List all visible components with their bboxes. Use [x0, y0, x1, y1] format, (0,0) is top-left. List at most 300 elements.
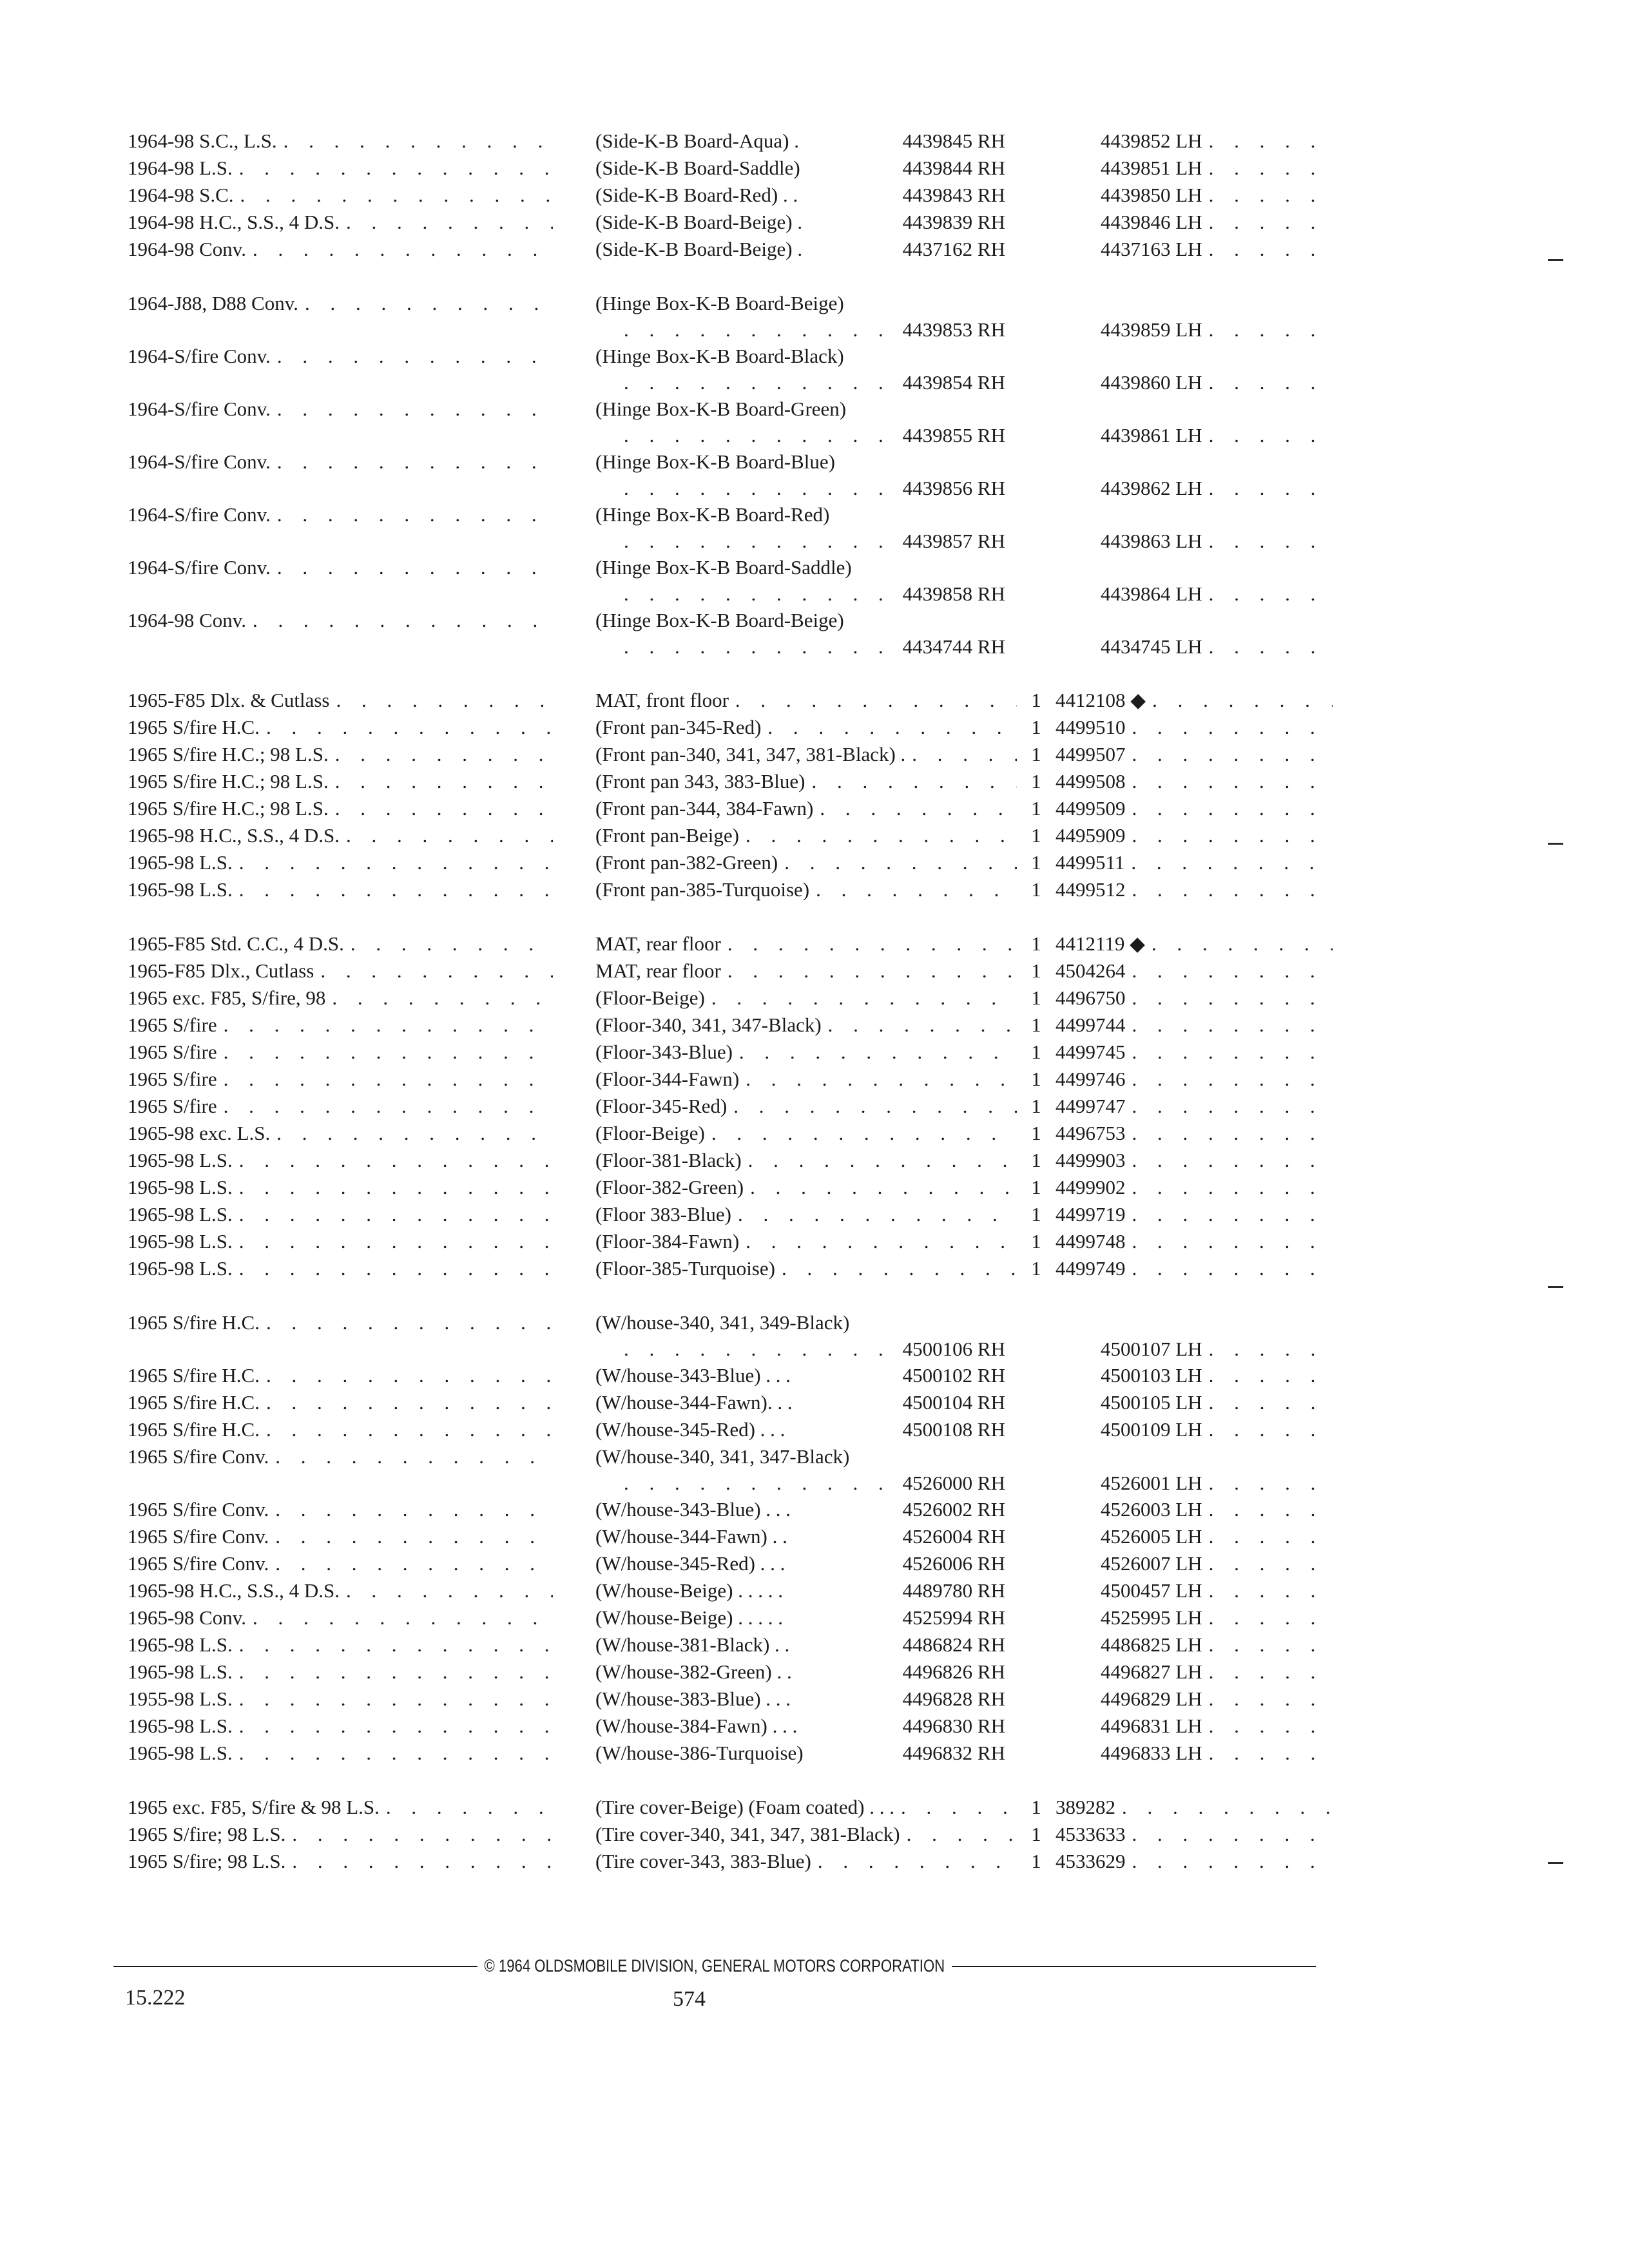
model-cell [128, 343, 572, 370]
parts-row [128, 930, 1333, 957]
lh-cell [1055, 1577, 1333, 1604]
model-cell [128, 1686, 572, 1713]
model-text: 1965-98 Conv. [128, 1606, 246, 1629]
lh-cell [1055, 155, 1333, 182]
parts-row [128, 1658, 1333, 1686]
parts-row [128, 236, 1333, 263]
quantity-cell [1017, 714, 1055, 741]
part-number-cell [1055, 1821, 1333, 1848]
description-text: (Side-K-B Board-Saddle) [595, 157, 800, 179]
description-cell [572, 396, 1017, 423]
quantity-cell [1017, 849, 1055, 876]
page-number: 574 [673, 1987, 706, 2011]
rh-part-number: 4496826 RH [902, 1660, 1005, 1683]
parts-row [128, 822, 1333, 849]
lh-dot-leader [1209, 128, 1333, 155]
lh-dot-leader [1209, 1550, 1333, 1577]
rh-part-number: 4496828 RH [902, 1687, 1005, 1710]
part-dot-leader [1132, 1255, 1333, 1282]
model-text: 1964-98 Conv. [128, 238, 246, 260]
lh-dot-leader [1209, 1740, 1333, 1767]
part-dot-leader [1132, 1039, 1333, 1066]
model-text: 1965 S/fire [128, 1095, 217, 1117]
quantity-cell [1017, 687, 1055, 714]
model-cell [128, 822, 572, 849]
description-text: (Floor-345-Red) [595, 1095, 728, 1117]
description-cell [572, 1309, 1017, 1336]
lh-part-number: 4525995 LH [1101, 1606, 1202, 1629]
description-text: (Side-K-B Board-Red) . . [595, 184, 798, 206]
rh-part-number: 4439843 RH [902, 184, 1005, 206]
lh-dot-leader [1209, 1389, 1333, 1416]
lh-dot-leader [1209, 1713, 1333, 1740]
description-cell [572, 1470, 1017, 1496]
lh-part-number: 4439851 LH [1101, 157, 1202, 179]
part-dot-leader [1132, 957, 1333, 985]
lh-part-number: 4500107 LH [1101, 1338, 1202, 1360]
model-cell [128, 1389, 572, 1416]
lh-dot-leader [1209, 1362, 1333, 1389]
lh-part-number: 4526007 LH [1101, 1552, 1202, 1575]
quantity-cell [1017, 957, 1055, 985]
description-cell [572, 1740, 1017, 1767]
description-cell [572, 317, 1017, 343]
part-number-cell [1055, 795, 1333, 822]
description-dot-leader [901, 1794, 1017, 1821]
page-section-id: 15.222 [125, 1986, 186, 2010]
continuation-row [128, 370, 1333, 396]
model-dot-leader [275, 1550, 553, 1577]
quantity-text: 1 [1031, 1230, 1041, 1253]
model-text: 1965 S/fire; 98 L.S. [128, 1850, 286, 1872]
description-text: (W/house-345-Red) . . . [595, 1552, 786, 1575]
part-number: 4533633 [1055, 1823, 1126, 1845]
description-cell [572, 1336, 1017, 1362]
parts-row [128, 849, 1333, 876]
description-cell [572, 1174, 1017, 1201]
rh-part-number: 4496830 RH [902, 1715, 1005, 1737]
model-text: 1965 S/fire H.C. [128, 716, 260, 738]
part-number-cell [1055, 849, 1333, 876]
description-dot-leader [767, 714, 1017, 741]
continuation-row [128, 634, 1333, 660]
quantity-cell [1017, 1821, 1055, 1848]
lh-cell [1055, 1550, 1333, 1577]
model-dot-leader [275, 1523, 553, 1550]
model-dot-leader [336, 687, 553, 714]
lh-part-number: 4500457 LH [1101, 1579, 1202, 1602]
model-text: 1965-98 L.S. [128, 1149, 233, 1171]
quantity-text: 1 [1031, 1068, 1041, 1090]
rh-part-number: 4437162 RH [902, 238, 1005, 260]
parts-row [128, 1039, 1333, 1066]
parts-row [128, 1577, 1333, 1604]
lh-dot-leader [1209, 317, 1333, 343]
scan-margin-mark [1548, 1862, 1563, 1864]
parts-row [128, 1443, 1333, 1470]
part-number: 4499746 [1055, 1068, 1126, 1090]
description-dot-leader [912, 741, 1017, 768]
model-dot-leader [253, 1604, 553, 1631]
parts-row [128, 1740, 1333, 1767]
description-dot-leader [750, 1174, 1017, 1201]
description-text: (Floor-340, 341, 347-Black) [595, 1014, 822, 1036]
description-cell [572, 370, 1017, 396]
parts-row [128, 1631, 1333, 1658]
model-cell [128, 448, 572, 476]
scan-margin-mark [1548, 1286, 1563, 1288]
parts-row [128, 1523, 1333, 1550]
parts-group [128, 687, 1333, 903]
model-cell [128, 876, 572, 903]
part-number: 4533629 [1055, 1850, 1126, 1872]
part-dot-leader [1132, 768, 1333, 795]
model-cell [128, 849, 572, 876]
parts-row [128, 1201, 1333, 1228]
description-cell [572, 501, 1017, 528]
model-dot-leader [266, 714, 553, 741]
lh-dot-leader [1209, 182, 1333, 209]
description-text: (Tire cover-Beige) (Foam coated) . . . [595, 1796, 894, 1818]
part-number: 4499507 [1055, 743, 1126, 765]
part-number: 4499745 [1055, 1041, 1126, 1063]
model-dot-leader [335, 741, 553, 768]
description-text: MAT, rear floor [595, 932, 721, 955]
lh-part-number: 4526003 LH [1101, 1498, 1202, 1521]
quantity-text: 1 [1031, 1149, 1041, 1171]
rh-part-number: 4434744 RH [902, 635, 1005, 658]
model-dot-leader [266, 1416, 553, 1443]
quantity-text: 1 [1031, 797, 1041, 820]
model-dot-leader [386, 1794, 553, 1821]
model-cell [128, 1523, 572, 1550]
parts-row [128, 985, 1333, 1012]
description-text: (Front pan-385-Turquoise) [595, 878, 810, 901]
parts-group [128, 290, 1333, 660]
part-dot-leader [1132, 1821, 1333, 1848]
quantity-cell [1017, 1012, 1055, 1039]
part-number-cell [1055, 1147, 1333, 1174]
lh-cell [1055, 1523, 1333, 1550]
model-cell [128, 501, 572, 528]
rh-part-number: 4500102 RH [902, 1364, 1005, 1387]
description-cell [572, 1496, 1017, 1523]
description-cell [572, 876, 1017, 903]
lh-cell [1055, 1470, 1333, 1496]
description-cell [572, 182, 1017, 209]
lh-part-number: 4496831 LH [1101, 1715, 1202, 1737]
model-dot-leader [224, 1093, 553, 1120]
footer-copyright-line [113, 1956, 1316, 1976]
rh-part-number: 4439854 RH [902, 371, 1005, 394]
quantity-text: 1 [1031, 824, 1041, 847]
model-dot-leader [239, 155, 553, 182]
part-number: 4412119 ◆ [1055, 932, 1145, 955]
lh-part-number: 4439860 LH [1101, 371, 1202, 394]
parts-row [128, 501, 1333, 528]
model-text: 1965 S/fire [128, 1014, 217, 1036]
rh-part-number: 4439839 RH [902, 211, 1005, 233]
part-number-cell [1055, 768, 1333, 795]
model-cell [128, 155, 572, 182]
model-dot-leader [239, 1713, 553, 1740]
lh-cell [1055, 1631, 1333, 1658]
parts-group [128, 1309, 1333, 1767]
model-text: 1965-98 L.S. [128, 1633, 233, 1656]
parts-row [128, 448, 1333, 476]
part-number-cell [1055, 1848, 1333, 1875]
model-dot-leader [239, 1255, 553, 1282]
model-dot-leader [276, 1120, 553, 1147]
description-text: (Floor-385-Turquoise) [595, 1257, 775, 1280]
lh-dot-leader [1209, 1658, 1333, 1686]
model-text: 1965-98 L.S. [128, 851, 233, 874]
quantity-text: 1 [1031, 1041, 1041, 1063]
parts-row [128, 155, 1333, 182]
description-cell [572, 1066, 1017, 1093]
model-cell [128, 396, 572, 423]
part-number: 4499749 [1055, 1257, 1126, 1280]
model-cell [128, 930, 572, 957]
model-dot-leader [224, 1039, 553, 1066]
scan-margin-mark [1548, 843, 1563, 845]
model-cell [128, 768, 572, 795]
model-cell [128, 1228, 572, 1255]
model-dot-leader [320, 957, 553, 985]
part-dot-leader [1132, 1120, 1333, 1147]
parts-row [128, 396, 1333, 423]
continuation-row [128, 581, 1333, 607]
model-text: 1965-98 L.S. [128, 1230, 233, 1253]
lh-part-number: 4439862 LH [1101, 477, 1202, 499]
part-number: 4496753 [1055, 1122, 1126, 1144]
description-dot-leader [748, 1147, 1017, 1174]
description-dot-leader [711, 1120, 1017, 1147]
model-text: 1965 S/fire Conv. [128, 1525, 269, 1548]
continuation-row [128, 423, 1333, 448]
model-dot-leader [239, 1658, 553, 1686]
description-text: (W/house-343-Blue) . . . [595, 1498, 791, 1521]
description-cell [572, 1147, 1017, 1174]
part-number: 4499508 [1055, 770, 1126, 793]
model-dot-leader [239, 1740, 553, 1767]
description-cell [572, 930, 1017, 957]
model-text: 1964-S/fire Conv. [128, 345, 271, 367]
description-text: (Side-K-B Board-Aqua) . [595, 130, 799, 152]
model-text: 1964-S/fire Conv. [128, 398, 271, 420]
quantity-cell [1017, 1147, 1055, 1174]
parts-row [128, 554, 1333, 581]
description-cell [572, 209, 1017, 236]
lh-cell [1055, 236, 1333, 263]
description-text: (Hinge Box-K-B Board-Green) [595, 398, 847, 420]
description-text: (W/house-386-Turquoise) [595, 1742, 804, 1764]
part-number-cell [1055, 1228, 1333, 1255]
model-dot-leader [277, 396, 553, 423]
lh-cell [1055, 1686, 1333, 1713]
description-cell [572, 476, 1017, 501]
part-dot-leader [1132, 1174, 1333, 1201]
description-text: (Floor-Beige) [595, 1122, 705, 1144]
footer-rule-right [952, 1966, 1316, 1967]
lh-part-number: 4486825 LH [1101, 1633, 1202, 1656]
description-cell [572, 128, 1017, 155]
model-cell [128, 1821, 572, 1848]
part-number-cell [1055, 930, 1333, 957]
description-cell [572, 768, 1017, 795]
model-dot-leader [239, 1228, 553, 1255]
rh-part-number: 4496832 RH [902, 1742, 1005, 1764]
parts-row [128, 957, 1333, 985]
description-text: (Hinge Box-K-B Board-Red) [595, 503, 830, 526]
description-cell [572, 1794, 1017, 1821]
lh-part-number: 4439852 LH [1101, 130, 1202, 152]
lh-part-number: 4439864 LH [1101, 582, 1202, 605]
model-cell [128, 687, 572, 714]
parts-row [128, 768, 1333, 795]
parts-row [128, 1604, 1333, 1631]
model-cell [128, 209, 572, 236]
lh-part-number: 4496829 LH [1101, 1687, 1202, 1710]
parts-row [128, 290, 1333, 317]
quantity-text: 1 [1031, 743, 1041, 765]
description-cell [572, 1120, 1017, 1147]
parts-row [128, 1093, 1333, 1120]
scan-margin-mark [1548, 259, 1563, 261]
model-cell [128, 1604, 572, 1631]
model-text: 1965-F85 Dlx. & Cutlass [128, 689, 330, 711]
rh-part-number: 4439858 RH [902, 582, 1005, 605]
part-number-cell [1055, 1093, 1333, 1120]
lh-cell [1055, 581, 1333, 607]
parts-row [128, 876, 1333, 903]
lh-part-number: 4500103 LH [1101, 1364, 1202, 1387]
description-text: (W/house-384-Fawn) . . . [595, 1715, 798, 1737]
model-text: 1965 S/fire H.C. [128, 1311, 260, 1334]
model-dot-leader [266, 1362, 553, 1389]
part-dot-leader [1131, 849, 1333, 876]
description-cell [572, 343, 1017, 370]
quantity-text: 1 [1031, 1823, 1041, 1845]
description-cell [572, 1201, 1017, 1228]
description-cell [572, 1577, 1017, 1604]
description-dot-leader [624, 634, 903, 660]
lh-cell [1055, 1713, 1333, 1740]
description-dot-leader [820, 795, 1017, 822]
description-dot-leader [816, 876, 1017, 903]
description-cell [572, 607, 1017, 634]
parts-group [128, 930, 1333, 1282]
model-cell [128, 236, 572, 263]
model-cell [128, 1066, 572, 1093]
part-number: 4499903 [1055, 1149, 1126, 1171]
part-dot-leader [1132, 822, 1333, 849]
parts-row [128, 1309, 1333, 1336]
part-dot-leader [1152, 930, 1333, 957]
parts-row [128, 343, 1333, 370]
parts-group [128, 128, 1333, 263]
parts-row [128, 1794, 1333, 1821]
lh-dot-leader [1209, 236, 1333, 263]
description-text: (Hinge Box-K-B Board-Beige) [595, 292, 844, 314]
description-cell [572, 849, 1017, 876]
quantity-cell [1017, 1255, 1055, 1282]
description-dot-leader [624, 1336, 903, 1362]
continuation-row [128, 317, 1333, 343]
description-text: (Floor-344-Fawn) [595, 1068, 740, 1090]
model-cell [128, 1631, 572, 1658]
description-text: (Floor 383-Blue) [595, 1203, 731, 1225]
parts-row [128, 1147, 1333, 1174]
lh-cell [1055, 370, 1333, 396]
parts-row [128, 128, 1333, 155]
description-dot-leader [728, 957, 1017, 985]
description-text: (Tire cover-343, 383-Blue) [595, 1850, 811, 1872]
part-number-cell [1055, 985, 1333, 1012]
description-cell [572, 1686, 1017, 1713]
description-cell [572, 687, 1017, 714]
quantity-text: 1 [1031, 959, 1041, 982]
model-cell [128, 1740, 572, 1767]
part-dot-leader [1132, 985, 1333, 1012]
description-cell [572, 155, 1017, 182]
part-number-cell [1055, 714, 1333, 741]
description-dot-leader [624, 581, 903, 607]
part-number: 4499509 [1055, 797, 1126, 820]
lh-cell [1055, 1336, 1333, 1362]
parts-row [128, 1120, 1333, 1147]
model-cell [128, 741, 572, 768]
part-dot-leader [1132, 1848, 1333, 1875]
model-text: 1965-98 L.S. [128, 1742, 233, 1764]
model-dot-leader [292, 1821, 553, 1848]
quantity-cell [1017, 930, 1055, 957]
description-cell [572, 554, 1017, 581]
model-text: 1965 S/fire H.C. [128, 1418, 260, 1441]
quantity-text: 1 [1031, 878, 1041, 901]
description-dot-leader [624, 370, 903, 396]
model-text: 1965 S/fire H.C. [128, 1391, 260, 1414]
model-cell [128, 1416, 572, 1443]
quantity-cell [1017, 876, 1055, 903]
model-text: 1965-F85 Dlx., Cutlass [128, 959, 314, 982]
part-dot-leader [1132, 1201, 1333, 1228]
model-text: 1965-98 L.S. [128, 1257, 233, 1280]
model-dot-leader [284, 128, 553, 155]
lh-cell [1055, 1604, 1333, 1631]
model-cell [128, 1039, 572, 1066]
description-text: (W/house-344-Fawn) . . [595, 1525, 787, 1548]
quantity-text: 1 [1031, 986, 1041, 1009]
lh-cell [1055, 1658, 1333, 1686]
rh-part-number: 4500104 RH [902, 1391, 1005, 1414]
description-cell [572, 290, 1017, 317]
lh-dot-leader [1209, 209, 1333, 236]
parts-row [128, 1848, 1333, 1875]
lh-cell [1055, 634, 1333, 660]
description-cell [572, 1821, 1017, 1848]
description-text: (Front pan-Beige) [595, 824, 739, 847]
description-cell [572, 1389, 1017, 1416]
parts-row [128, 687, 1333, 714]
model-dot-leader [292, 1848, 553, 1875]
footer-copyright: © 1964 OLDSMOBILE DIVISION, GENERAL MOTORS CORPORATION [484, 1956, 945, 1975]
description-cell [572, 581, 1017, 607]
description-cell [572, 1713, 1017, 1740]
description-cell [572, 1362, 1017, 1389]
description-text: (W/house-344-Fawn). . . [595, 1391, 793, 1414]
quantity-text: 1 [1031, 1095, 1041, 1117]
